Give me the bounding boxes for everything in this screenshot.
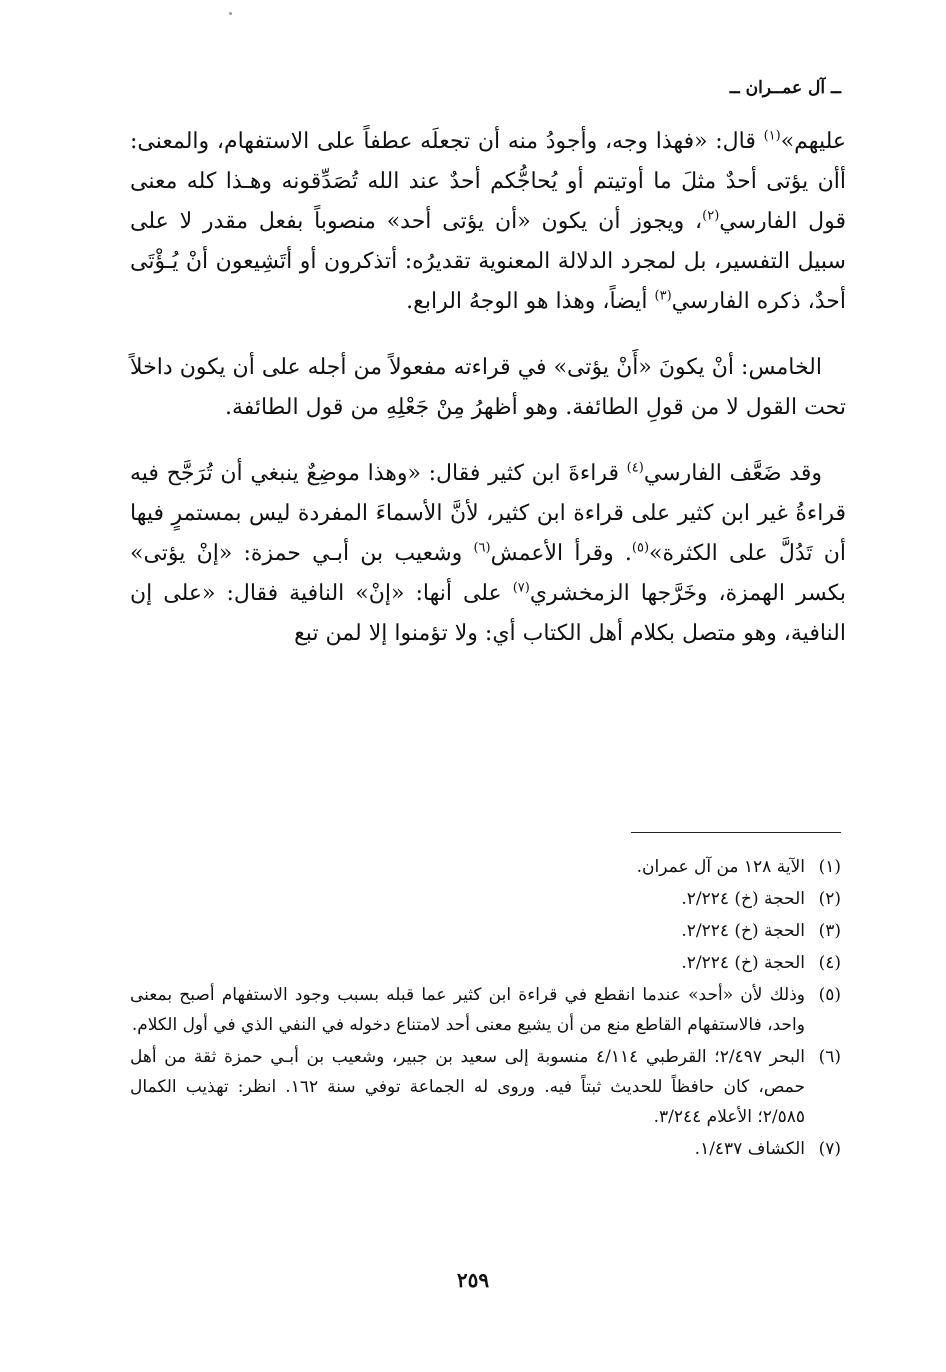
footnote-reference: (٣) [654,288,672,304]
text-segment: عليهم» [780,129,846,154]
footnote-text: البحر ٢/٤٩٧؛ القرطبي ٤/١١٤ منسوبة إلى سعيد بن جبير، وشعيب بن أبـي حمزة ثقة من أهل حمص، كان حافظاً للحديث ثبتاً فيه. وروى له الجماعة توفي سنة ١٦٢. انظر: تهذيب الكمال ٢/٥٨٥؛ الأعلام ٣/٢٤٤. [130,1047,805,1127]
text-segment: الخامس: أنْ يكونَ «أَنْ يؤتى» في قراءته مفعولاً من أجله على أن يكون داخلاً تحت القول لا من قولِ الطائفة. وهو أظهرُ مِنْ جَعْلِهِ من قول الطائفة. [130,355,846,420]
scan-speck [229,12,232,15]
footnote-item [130,884,841,914]
footnote-number: (٦) [818,1047,841,1067]
footnote-text: الكشاف ١/٤٣٧. [694,1139,805,1159]
text-segment: على أنها: «إنْ» النافية فقال: «على إن النافية، وهو متصل بكلام أهل الكتاب أي: ولا تؤمنوا إلا لمن تبع [130,581,846,646]
footnote-item [130,980,841,1040]
running-header: ــ آل عمــران ــ [729,78,841,98]
main-text [130,122,846,680]
footnote-reference: (٧) [512,580,530,596]
footnote-text: الآية ١٢٨ من آل عمران. [636,857,805,877]
footnote-number: (٣) [818,921,841,941]
footnote-number: (١) [818,857,841,877]
footnote-text: الحجة (خ) ٢/٢٢٤. [681,921,805,941]
footnote-item [130,852,841,882]
footnote-text: وذلك لأن «أحد» عندما انقطع في قراءة ابن كثير عما قبله بسبب وجود الاستفهام أصبح بمعنى واحد، فالاستفهام القاطع منع من أن يشيع معنى أحد لامتناع دخوله في النفي الذي في أول الكلام. [130,985,805,1035]
footnote-number: (٧) [818,1139,841,1159]
footnote-number: (٤) [818,953,841,973]
footnote-number: (٢) [818,889,841,909]
text-segment: وقد ضَعَّف الفارسي [643,461,822,486]
footnotes-list [130,852,841,1166]
footnote-text: الحجة (خ) ٢/٢٢٤. [681,953,805,973]
footnote-reference: (٥) [631,540,650,556]
text-segment: ، ويجوز أن يكون «أن يؤتى أحد» منصوباً بفعل مقدر لا على سبيل التفسير، بل لمجرد الدلالة المعنوية تقديرُه: أتذكرون أو أتَشِيعون أنْ يُـؤْتَى أحدٌ، ذكره الفارسي [130,209,846,314]
footnote-item [130,948,841,978]
text-segment: قال: «فهذا وجه، وأجودُ منه أن تجعلَه عطفاً على الاستفهام، والمعنى: أأن يؤتى أحدٌ مثلَ ما أوتيتم أو يُحاجُّكم أحدٌ عند الله تُصَدِّقونه وهـذا كله معنى قول الفارسي [130,129,846,234]
footnote-reference: (٦) [473,540,491,556]
footnote-reference: (٤) [626,460,644,476]
text-segment: وشعيب بن أبـي حمزة: «إنْ يؤتى» بكسر الهمزة، وخَرَّجها الزمخشري [130,541,847,606]
body-paragraph [130,454,846,654]
footnote-number: (٥) [818,985,841,1005]
footnote-item [130,1042,841,1132]
footnote-reference: (١) [763,128,781,144]
text-segment: . وقرأ الأعمش [490,541,632,566]
page-number: ٢٥٩ [456,1268,490,1292]
body-paragraph [130,348,846,428]
footnote-text: الحجة (خ) ٢/٢٢٤. [681,889,805,909]
footnote-reference: (٢) [702,208,720,224]
footnote-separator [631,832,841,833]
footnote-item [130,916,841,946]
text-segment: قراءةَ ابن كثير فقال: «وهذا موضِعٌ ينبغي أن تُرَجَّح فيه قراءةُ غير ابن كثير على قراءة ابن كثير، لأنَّ الأسماءَ المفردة ليس بمستمرٍ فيها أن تَدُلَّ على الكثرة» [130,461,846,566]
body-paragraph [130,122,846,322]
footnote-item [130,1134,841,1164]
text-segment: أيضاً، وهذا هو الوجهُ الرابع. [406,289,655,314]
